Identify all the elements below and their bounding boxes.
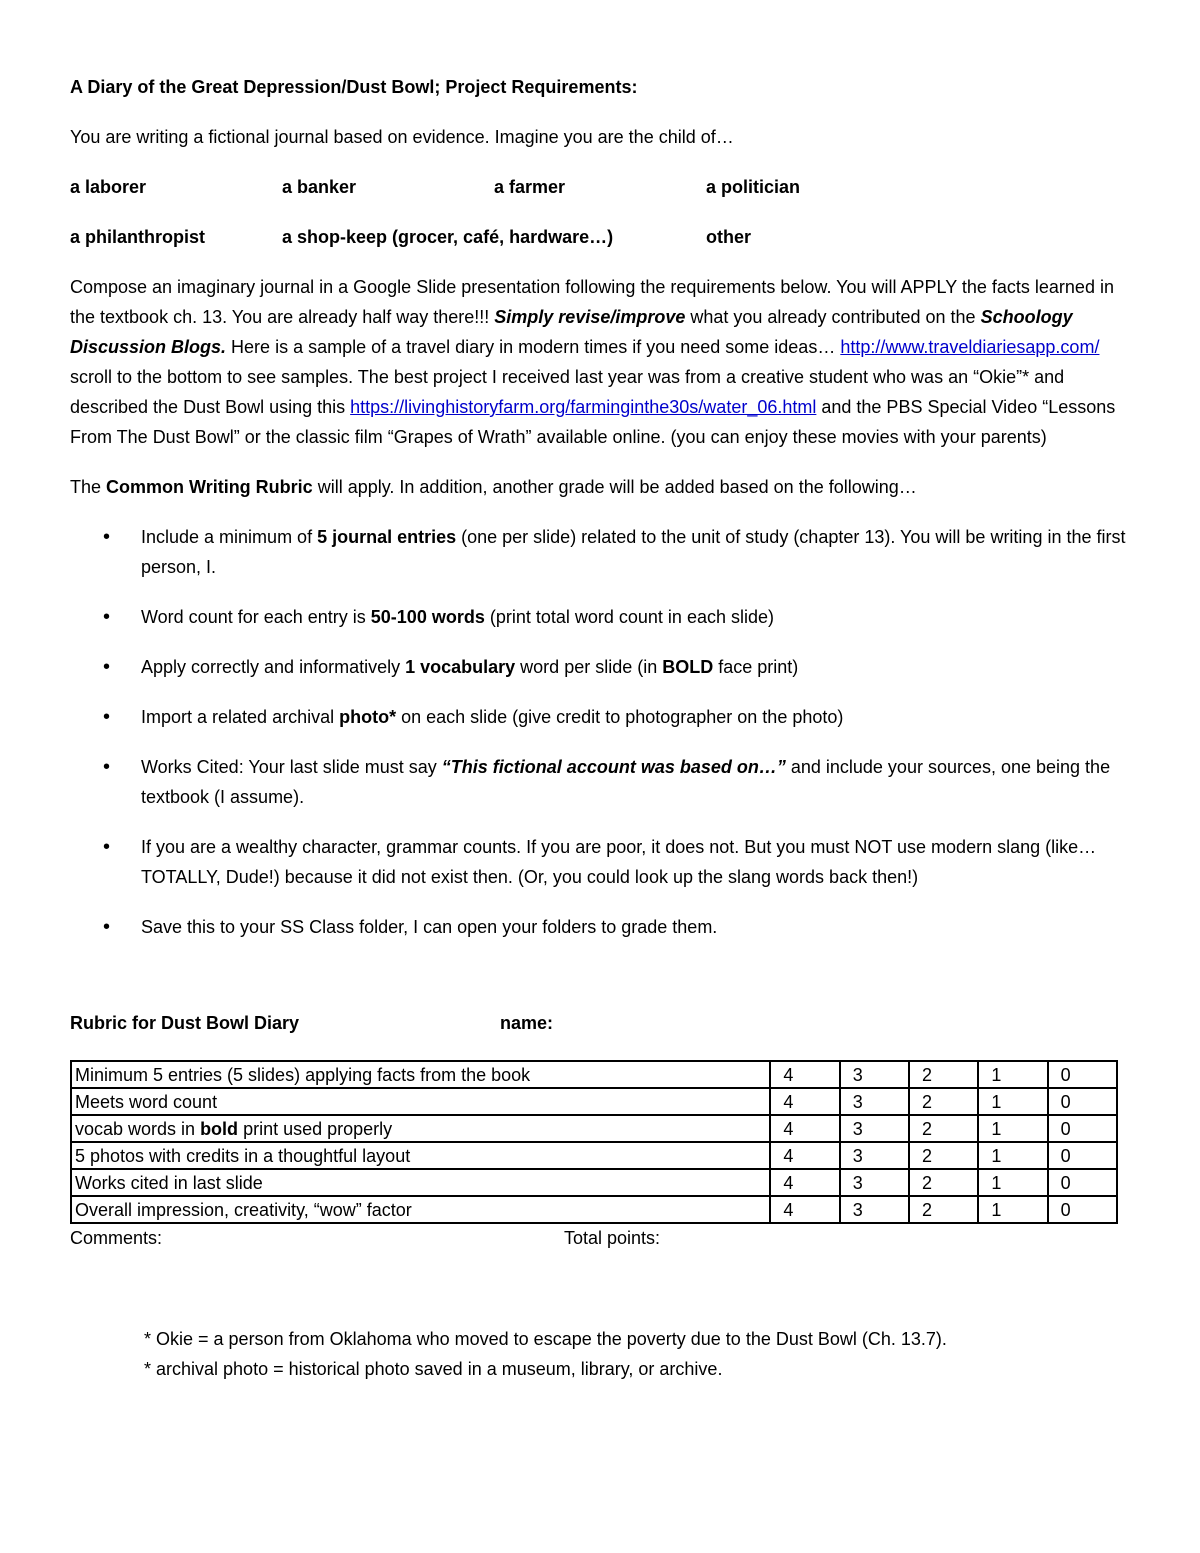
req-bold: 1 vocabulary <box>405 657 516 677</box>
score-cell: 2 <box>909 1169 978 1196</box>
role-other: other <box>706 227 751 247</box>
score-cell: 4 <box>770 1088 839 1115</box>
table-row <box>71 1196 1117 1223</box>
criterion-cell: Works cited in last slide <box>71 1169 770 1196</box>
score-cell: 1 <box>978 1169 1047 1196</box>
role-shopkeep: a shop-keep (grocer, café, hardware…) <box>282 227 614 247</box>
score-cell: 4 <box>770 1061 839 1088</box>
req-text: Word count for each entry is <box>141 607 371 627</box>
role-farmer: a farmer <box>494 177 566 197</box>
req-bold: 5 journal entries <box>317 527 457 547</box>
roles-row-2 <box>70 222 1130 252</box>
footnotes <box>70 1324 1130 1384</box>
req-text: Include a minimum of <box>141 527 318 547</box>
req-text: face print) <box>713 657 799 677</box>
living-history-farm-link[interactable]: https://livinghistoryfarm.org/farminginthe30s/water_06.html <box>350 397 817 417</box>
req-text: (print total word count in each slide) <box>484 607 774 627</box>
criterion-cell: Overall impression, creativity, “wow” factor <box>71 1196 770 1223</box>
rubric-table <box>70 1060 1118 1224</box>
intro-text: You are writing a fictional journal based on evidence. Imagine you are the child of… <box>70 127 734 147</box>
score-cell: 3 <box>840 1061 909 1088</box>
bullet-icon: • <box>103 526 111 548</box>
bullet-icon: • <box>103 606 111 628</box>
compose-paragraph <box>70 272 1130 452</box>
rubric-intro-text-1: The <box>70 477 107 497</box>
score-cell: 2 <box>909 1196 978 1223</box>
total-points-label: Total points: <box>564 1228 661 1248</box>
simply-revise-emphasis: Simply revise/improve <box>494 307 686 327</box>
score-cell: 2 <box>909 1115 978 1142</box>
bullet-icon: • <box>103 756 111 778</box>
req-text: Save this to your SS Class folder, I can open your folders to grade them. <box>141 917 718 937</box>
rubric-header <box>70 1008 1130 1038</box>
list-item <box>70 522 1130 582</box>
compose-text-4: scroll to the bottom to see samples. The best project I received last year was from a creative student who was an “Okie”* and described the Dust Bowl using this <box>70 367 1065 417</box>
list-item <box>70 702 1130 732</box>
score-cell: 2 <box>909 1061 978 1088</box>
req-text: Import a related archival <box>141 707 340 727</box>
role-laborer: a laborer <box>70 177 147 197</box>
comments-label: Comments: <box>70 1228 163 1248</box>
bullet-icon: • <box>103 656 111 678</box>
common-writing-rubric-bold: Common Writing Rubric <box>106 477 313 497</box>
criterion-bold: bold <box>200 1119 239 1139</box>
criterion-text: vocab words in <box>75 1119 201 1139</box>
compose-text-2: what you already contributed on the <box>685 307 981 327</box>
score-cell: 0 <box>1048 1061 1117 1088</box>
list-item <box>70 752 1130 812</box>
list-item <box>70 652 1130 682</box>
score-cell: 2 <box>909 1088 978 1115</box>
rubric-intro <box>70 472 1130 502</box>
score-cell: 1 <box>978 1088 1047 1115</box>
compose-text-1: Compose an imaginary journal in a Google Slide presentation following the requirements below. You will APPLY the facts learned in the textbook ch. 13. You are already half way there!!! <box>70 277 1114 327</box>
rubric-title: Rubric for Dust Bowl Diary <box>70 1013 300 1033</box>
table-row <box>71 1169 1117 1196</box>
travel-diaries-link[interactable]: http://www.traveldiariesapp.com/ <box>840 337 1100 357</box>
document-page <box>70 72 1130 1384</box>
score-cell: 0 <box>1048 1169 1117 1196</box>
footnote-okie: * Okie = a person from Oklahoma who moved to escape the poverty due to the Dust Bowl (Ch. 13.7). <box>144 1329 947 1349</box>
criterion-cell: Minimum 5 entries (5 slides) applying facts from the book <box>71 1061 770 1088</box>
score-cell: 4 <box>770 1196 839 1223</box>
page-title: A Diary of the Great Depression/Dust Bowl; Project Requirements: <box>70 77 638 97</box>
list-item <box>70 602 1130 632</box>
bullet-icon: • <box>103 706 111 728</box>
req-bold: photo* <box>339 707 397 727</box>
score-cell: 0 <box>1048 1088 1117 1115</box>
score-cell: 0 <box>1048 1115 1117 1142</box>
compose-text-5: and the PBS Special Video “Lessons From The Dust Bowl” or the classic film “Grapes of Wrath” available online. (you can enjoy these movies with your parents) <box>70 397 1116 447</box>
req-bold-italic: “This fictional account was based on…” <box>441 757 786 777</box>
score-cell: 1 <box>978 1115 1047 1142</box>
criterion-text: print used properly <box>238 1119 393 1139</box>
score-cell: 3 <box>840 1088 909 1115</box>
table-row <box>71 1115 1117 1142</box>
score-cell: 3 <box>840 1196 909 1223</box>
req-bold: BOLD <box>662 657 714 677</box>
req-text: Apply correctly and informatively <box>141 657 406 677</box>
score-cell: 1 <box>978 1196 1047 1223</box>
score-cell: 3 <box>840 1142 909 1169</box>
schoology-emphasis: Schoology Discussion Blogs. <box>70 307 1073 357</box>
score-cell: 2 <box>909 1142 978 1169</box>
requirements-list <box>70 522 1130 942</box>
bullet-icon: • <box>103 916 111 938</box>
role-politician: a politician <box>706 177 801 197</box>
score-cell: 0 <box>1048 1142 1117 1169</box>
roles-row-1 <box>70 172 1130 202</box>
criterion-cell: Meets word count <box>71 1088 770 1115</box>
req-text: If you are a wealthy character, grammar counts. If you are poor, it does not. But you must NOT use modern slang (like… TOTALLY, Dude!) because it did not exist then. (Or, you could look up the slang words back then!) <box>141 837 1097 887</box>
req-bold: 50-100 words <box>370 607 485 627</box>
table-row <box>71 1061 1117 1088</box>
role-banker: a banker <box>282 177 357 197</box>
score-cell: 4 <box>770 1142 839 1169</box>
score-cell: 3 <box>840 1169 909 1196</box>
bullet-icon: • <box>103 836 111 858</box>
score-cell: 0 <box>1048 1196 1117 1223</box>
list-item <box>70 912 1130 942</box>
footnote-archival-photo: * archival photo = historical photo saved in a museum, library, or archive. <box>144 1359 723 1379</box>
criterion-cell: 5 photos with credits in a thoughtful layout <box>71 1142 770 1169</box>
table-row <box>71 1142 1117 1169</box>
table-row <box>71 1088 1117 1115</box>
score-cell: 4 <box>770 1115 839 1142</box>
criterion-cell <box>71 1115 770 1142</box>
score-cell: 3 <box>840 1115 909 1142</box>
role-philanthropist: a philanthropist <box>70 227 205 247</box>
req-text: (one per slide) related to the unit of study (chapter 13). You will be writing in the first person, I. <box>141 527 1126 577</box>
compose-text-3: Here is a sample of a travel diary in modern times if you need some ideas… <box>226 337 841 357</box>
score-cell: 1 <box>978 1061 1047 1088</box>
score-cell: 4 <box>770 1169 839 1196</box>
req-text: word per slide (in <box>515 657 663 677</box>
name-label: name: <box>500 1013 554 1033</box>
rubric-intro-text-2: will apply. In addition, another grade will be added based on the following… <box>312 477 917 497</box>
req-text: on each slide (give credit to photographer on the photo) <box>396 707 844 727</box>
comments-row <box>70 1224 1130 1252</box>
score-cell: 1 <box>978 1142 1047 1169</box>
req-text: Works Cited: Your last slide must say <box>141 757 442 777</box>
req-text: and include your sources, one being the textbook (I assume). <box>141 757 1111 807</box>
list-item <box>70 832 1130 892</box>
